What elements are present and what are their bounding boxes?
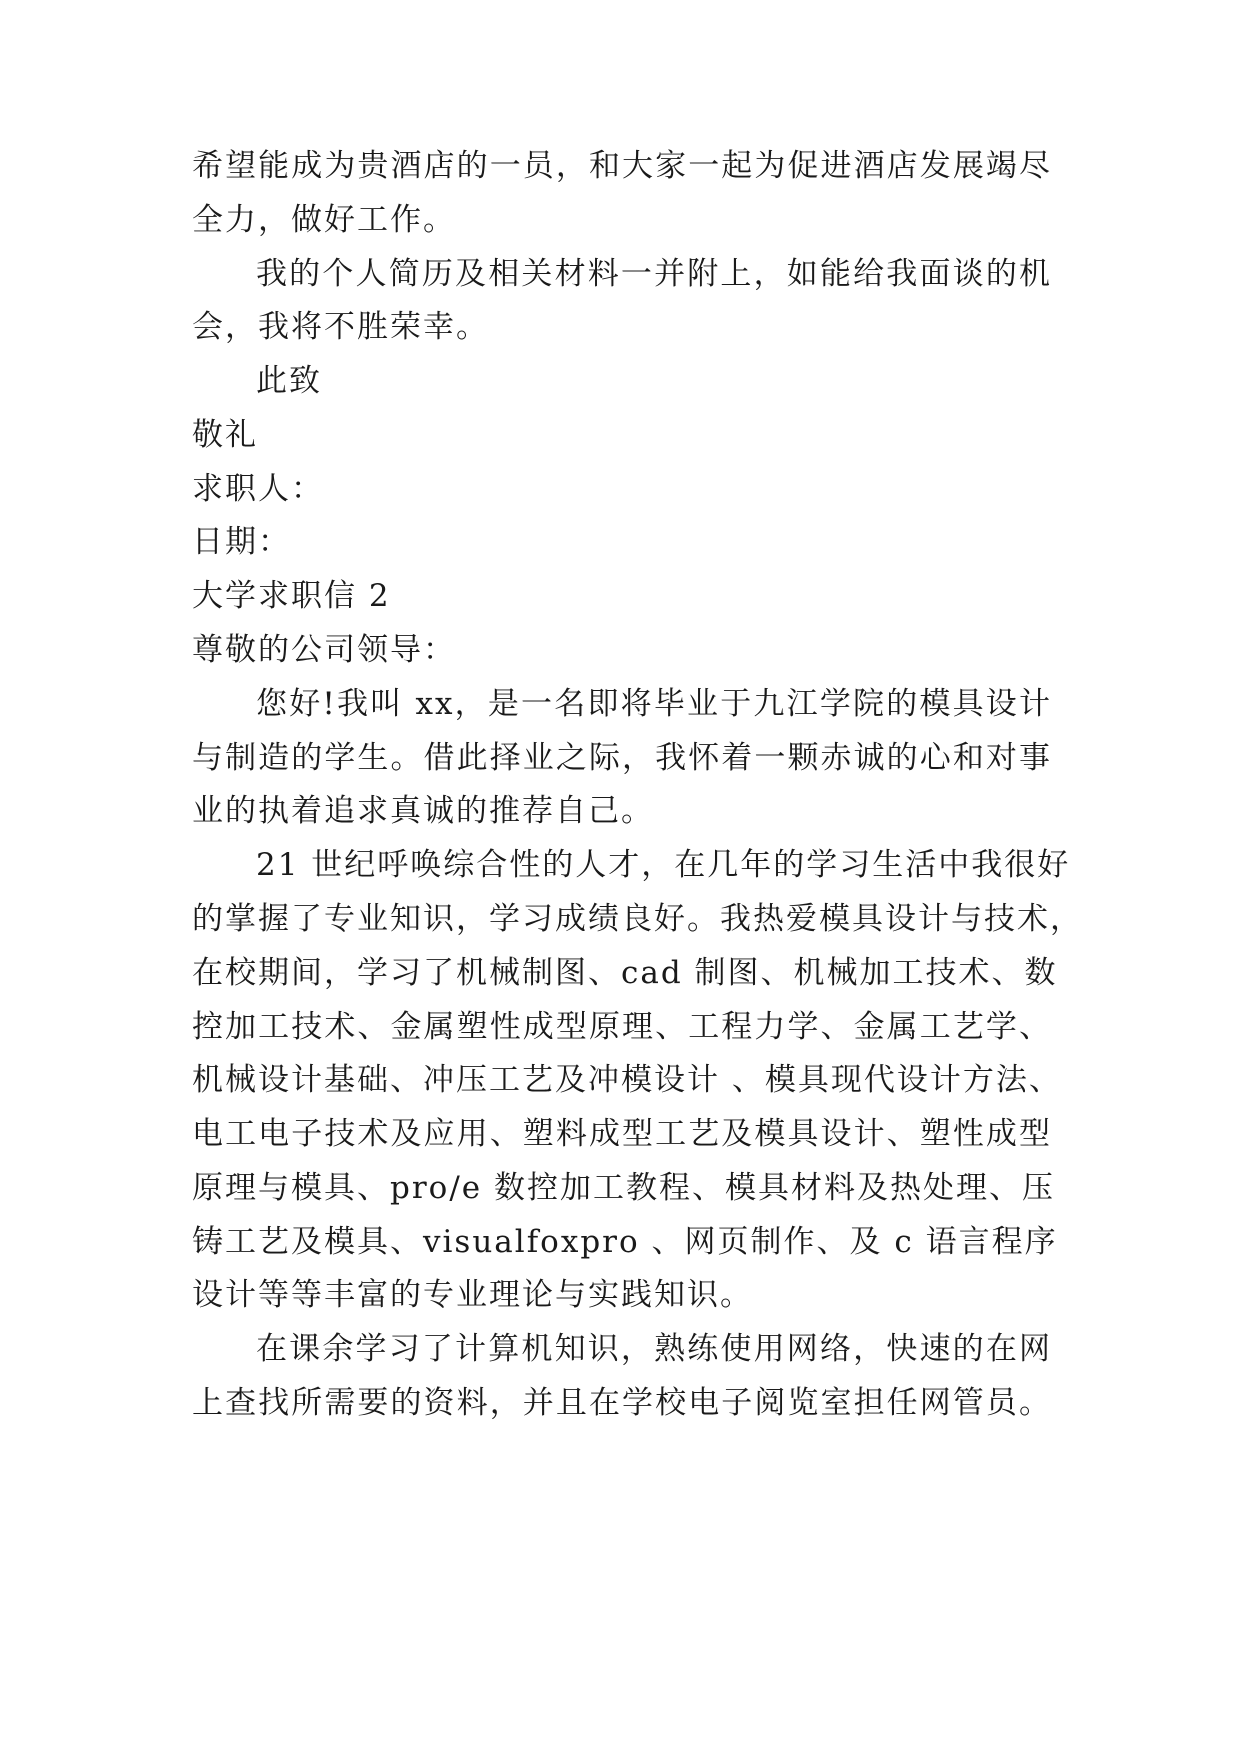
text-line: 电工电子技术及应用、塑料成型工艺及模具设计、塑性成型	[192, 1116, 1052, 1152]
text-line: 敬礼	[192, 417, 258, 453]
text-line: 铸工艺及模具、visualfoxpro 、网页制作、及 c 语言程序	[192, 1224, 1058, 1260]
text-line: 此致	[256, 363, 322, 399]
text-line: 日期：	[192, 524, 291, 560]
text-line: 设计等等丰富的专业理论与实践知识。	[192, 1277, 753, 1313]
text-line: 您好!我叫 xx，是一名即将毕业于九江学院的模具设计	[256, 686, 1052, 722]
text-line: 21 世纪呼唤综合性的人才，在几年的学习生活中我很好	[256, 847, 1071, 883]
text-line: 会，我将不胜荣幸。	[192, 309, 489, 345]
text-line: 求职人：	[192, 471, 324, 507]
salutation: 尊敬的公司领导：	[192, 632, 456, 668]
text-line: 全力，做好工作。	[192, 202, 456, 238]
text-line: 业的执着追求真诚的推荐自己。	[192, 793, 654, 829]
text-line: 的掌握了专业知识，学习成绩良好。我热爱模具设计与技术，	[192, 901, 1083, 937]
text-line: 在课余学习了计算机知识，熟练使用网络，快速的在网	[256, 1331, 1052, 1367]
text-line: 在校期间，学习了机械制图、cad 制图、机械加工技术、数	[192, 955, 1058, 991]
text-line: 希望能成为贵酒店的一员，和大家一起为促进酒店发展竭尽	[192, 148, 1052, 184]
text-line: 与制造的学生。借此择业之际，我怀着一颗赤诚的心和对事	[192, 740, 1052, 776]
text-line: 机械设计基础、冲压工艺及冲模设计 、模具现代设计方法、	[192, 1062, 1062, 1098]
section-heading: 大学求职信 2	[192, 578, 391, 614]
text-line: 原理与模具、pro/e 数控加工教程、模具材料及热处理、压	[192, 1170, 1055, 1206]
text-line: 上查找所需要的资料，并且在学校电子阅览室担任网管员。	[192, 1385, 1052, 1421]
text-line: 控加工技术、金属塑性成型原理、工程力学、金属工艺学、	[192, 1009, 1052, 1045]
text-line: 我的个人简历及相关材料一并附上，如能给我面谈的机	[256, 256, 1052, 292]
